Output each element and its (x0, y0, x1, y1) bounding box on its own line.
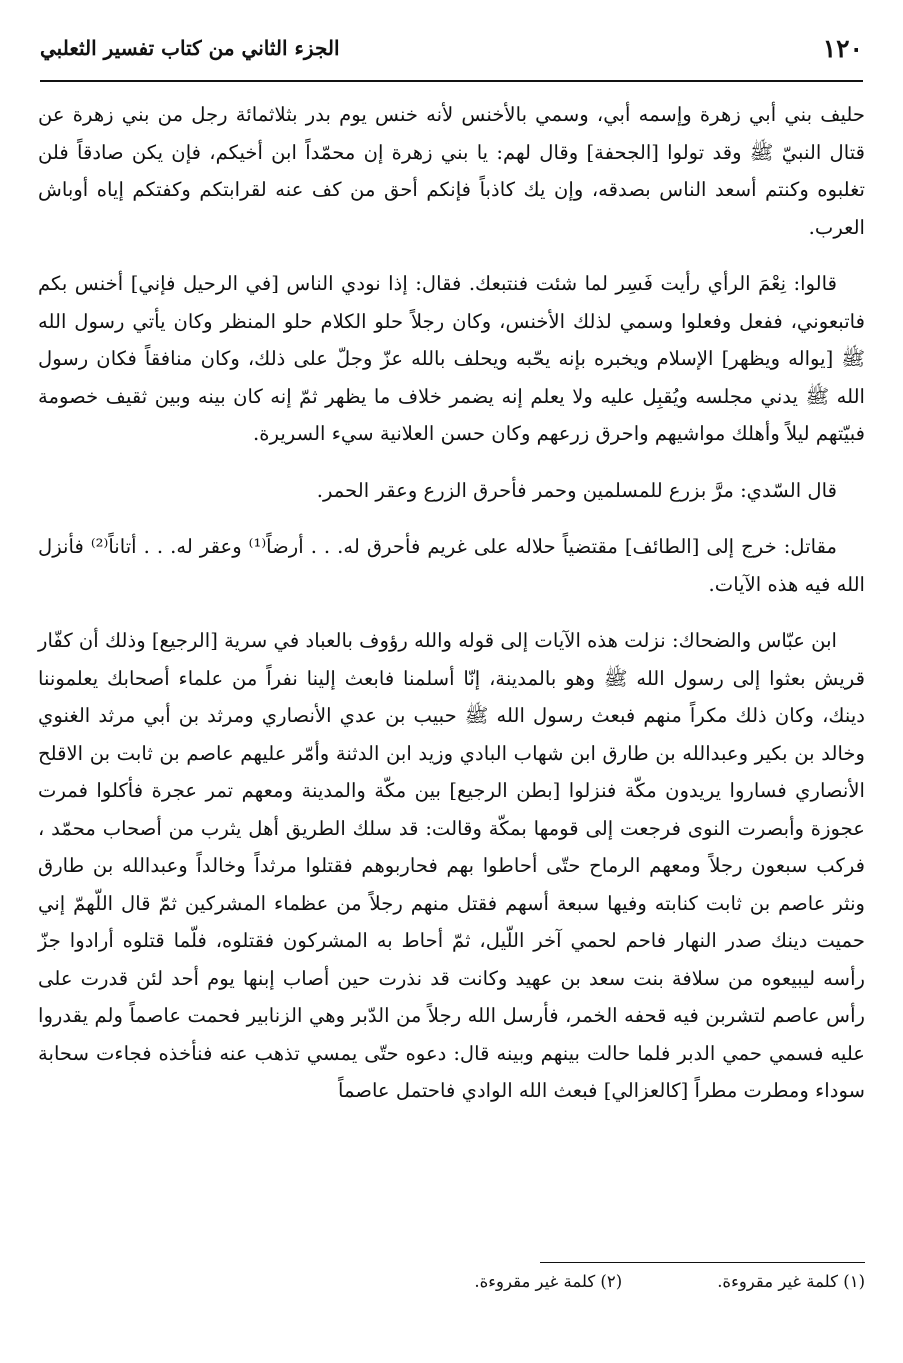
page-number: ١٢٠ (822, 34, 863, 63)
footnotes (230, 1272, 865, 1291)
paragraph: مقاتل: خرج إلى [الطائف] مقتضياً حلاله على غريم فأحرق له. . . أرضاً⁽¹⁾ وعقر له. . . أتاناً⁽²⁾ فأنزل الله فيه هذه الآيات. (38, 535, 865, 596)
footnote-2: (٢) كلمة غير مقروءة. (474, 1272, 623, 1291)
paragraph: ابن عبّاس والضحاك: نزلت هذه الآيات إلى قوله والله رؤوف بالعباد في سرية [الرجيع] وذلك أن كفّار قريش بعثوا إلى رسول الله ﷺ وهو بالمدينة، إنّا أسلمنا فابعث إلينا نفراً من علماء أصحابك يعلموننا دينك، وكان ذلك مكراً منهم فبعث رسول الله ﷺ حبيب بن عدي الأنصاري ومرثد بن أبي مرثد الغنوي وخالد بن بكير وعبدالله بن طارق ابن شهاب البادي وزيد ابن الدثنة وأمّر عليهم عاصم بن ثابت بن الاقلح الأنصاري فساروا يريدون مكّة فنزلوا [بطن الرجيع] بين مكّة والمدينة ومعهم تمر عجرة فأكلوا فمرت عجوزة وأبصرت النوى فرجعت إلى قومها بمكّة وقالت: قد سلك الطريق أهل يثرب من أصحاب محمّد ، فركب سبعون رجلاً ومعهم الرماح حتّى أحاطوا بهم فحاربوهم فقتلوا مرثداً وخالداً وعبدالله بن طارق ونثر عاصم بن ثابت كنابته وفيها سبعة أسهم فقتل منهم رجلاً من عظماء المشركين ثمّ قال اللّهمّ إني حميت دينك صدر النهار فاحم لحمي آخر اللّيل، ثمّ أحاط به المشركون فقتلوه، فلّما قتلوه أرادوا جزّ رأسه ليبيعوه من سلافة بنت سعد بن عهيد وكانت قد نذرت حين أصاب إبنها يوم أحد لئن قدرت على رأس عاصم لتشربن فيه قحفه الخمر، فأرسل الله رجلاً من الدّبر وهي الزنابير فحمت عاصماً ولم يقدروا عليه فسمي حمي الدبر فلما حالت بينهم وبينه قال: دعوه حتّى يمسي تذهب عنه فنأخذه فجاءت سحابة سوداء ومطرت مطراً [كالعزالي] فبعث الله الوادي فاحتمل عاصماً (38, 629, 865, 1102)
page-header (40, 30, 863, 82)
running-title: الجزء الثاني من كتاب تفسير الثعلبي (40, 36, 340, 60)
paragraph: قال السّدي: مرَّ بزرع للمسلمين وحمر فأحرق الزرع وعقر الحمر. (316, 478, 837, 502)
paragraph: قالوا: نِعْمَ الرأي رأيت فَسِر لما شئت فنتبعك. فقال: إذا نودي الناس [في الرحيل فإني] أخنس بكم فاتبعوني، ففعل وفعلوا وسمي لذلك الأخنس، وكان رجلاً حلو الكلام حلو المنظر وكان يأتي رسول الله ﷺ [يواله ويظهر] الإسلام ويخبره بإنه يحّبه ويحلف بالله عزّ وجلّ على ذلك، وكان منافقاً فكان رسول الله ﷺ يدني مجلسه ويُقبِل عليه ولا يعلم إنه يضمر خلاف ما يظهر ثمّ إنه كان بينه وبين ثقيف خصومة فبيّتهم ليلاً وأهلك مواشيهم واحرق زرعهم وكان حسن العلانية سيء السريرة. (38, 272, 865, 445)
footnote-divider (540, 1262, 865, 1263)
main-text (38, 96, 865, 1129)
footnote-1: (١) كلمة غير مقروءة. (717, 1272, 865, 1291)
paragraph: حليف بني أبي زهرة وإسمه أبي، وسمي بالأخنس لأنه خنس يوم بدر بثلاثمائة رجل من بني زهرة عن قتال النبيّ ﷺ وقد تولوا [الجحفة] وقال لهم: يا بني زهرة إن محمّداً ابن أخيكم، فإن يكن صادقاً فلن تغلبوه وكنتم أسعد الناس بصدقه، وإن يك كاذباً فإنكم أحق من كف عنه لقرابتكم وكفتكم إياه أوباش العرب. (38, 103, 865, 239)
